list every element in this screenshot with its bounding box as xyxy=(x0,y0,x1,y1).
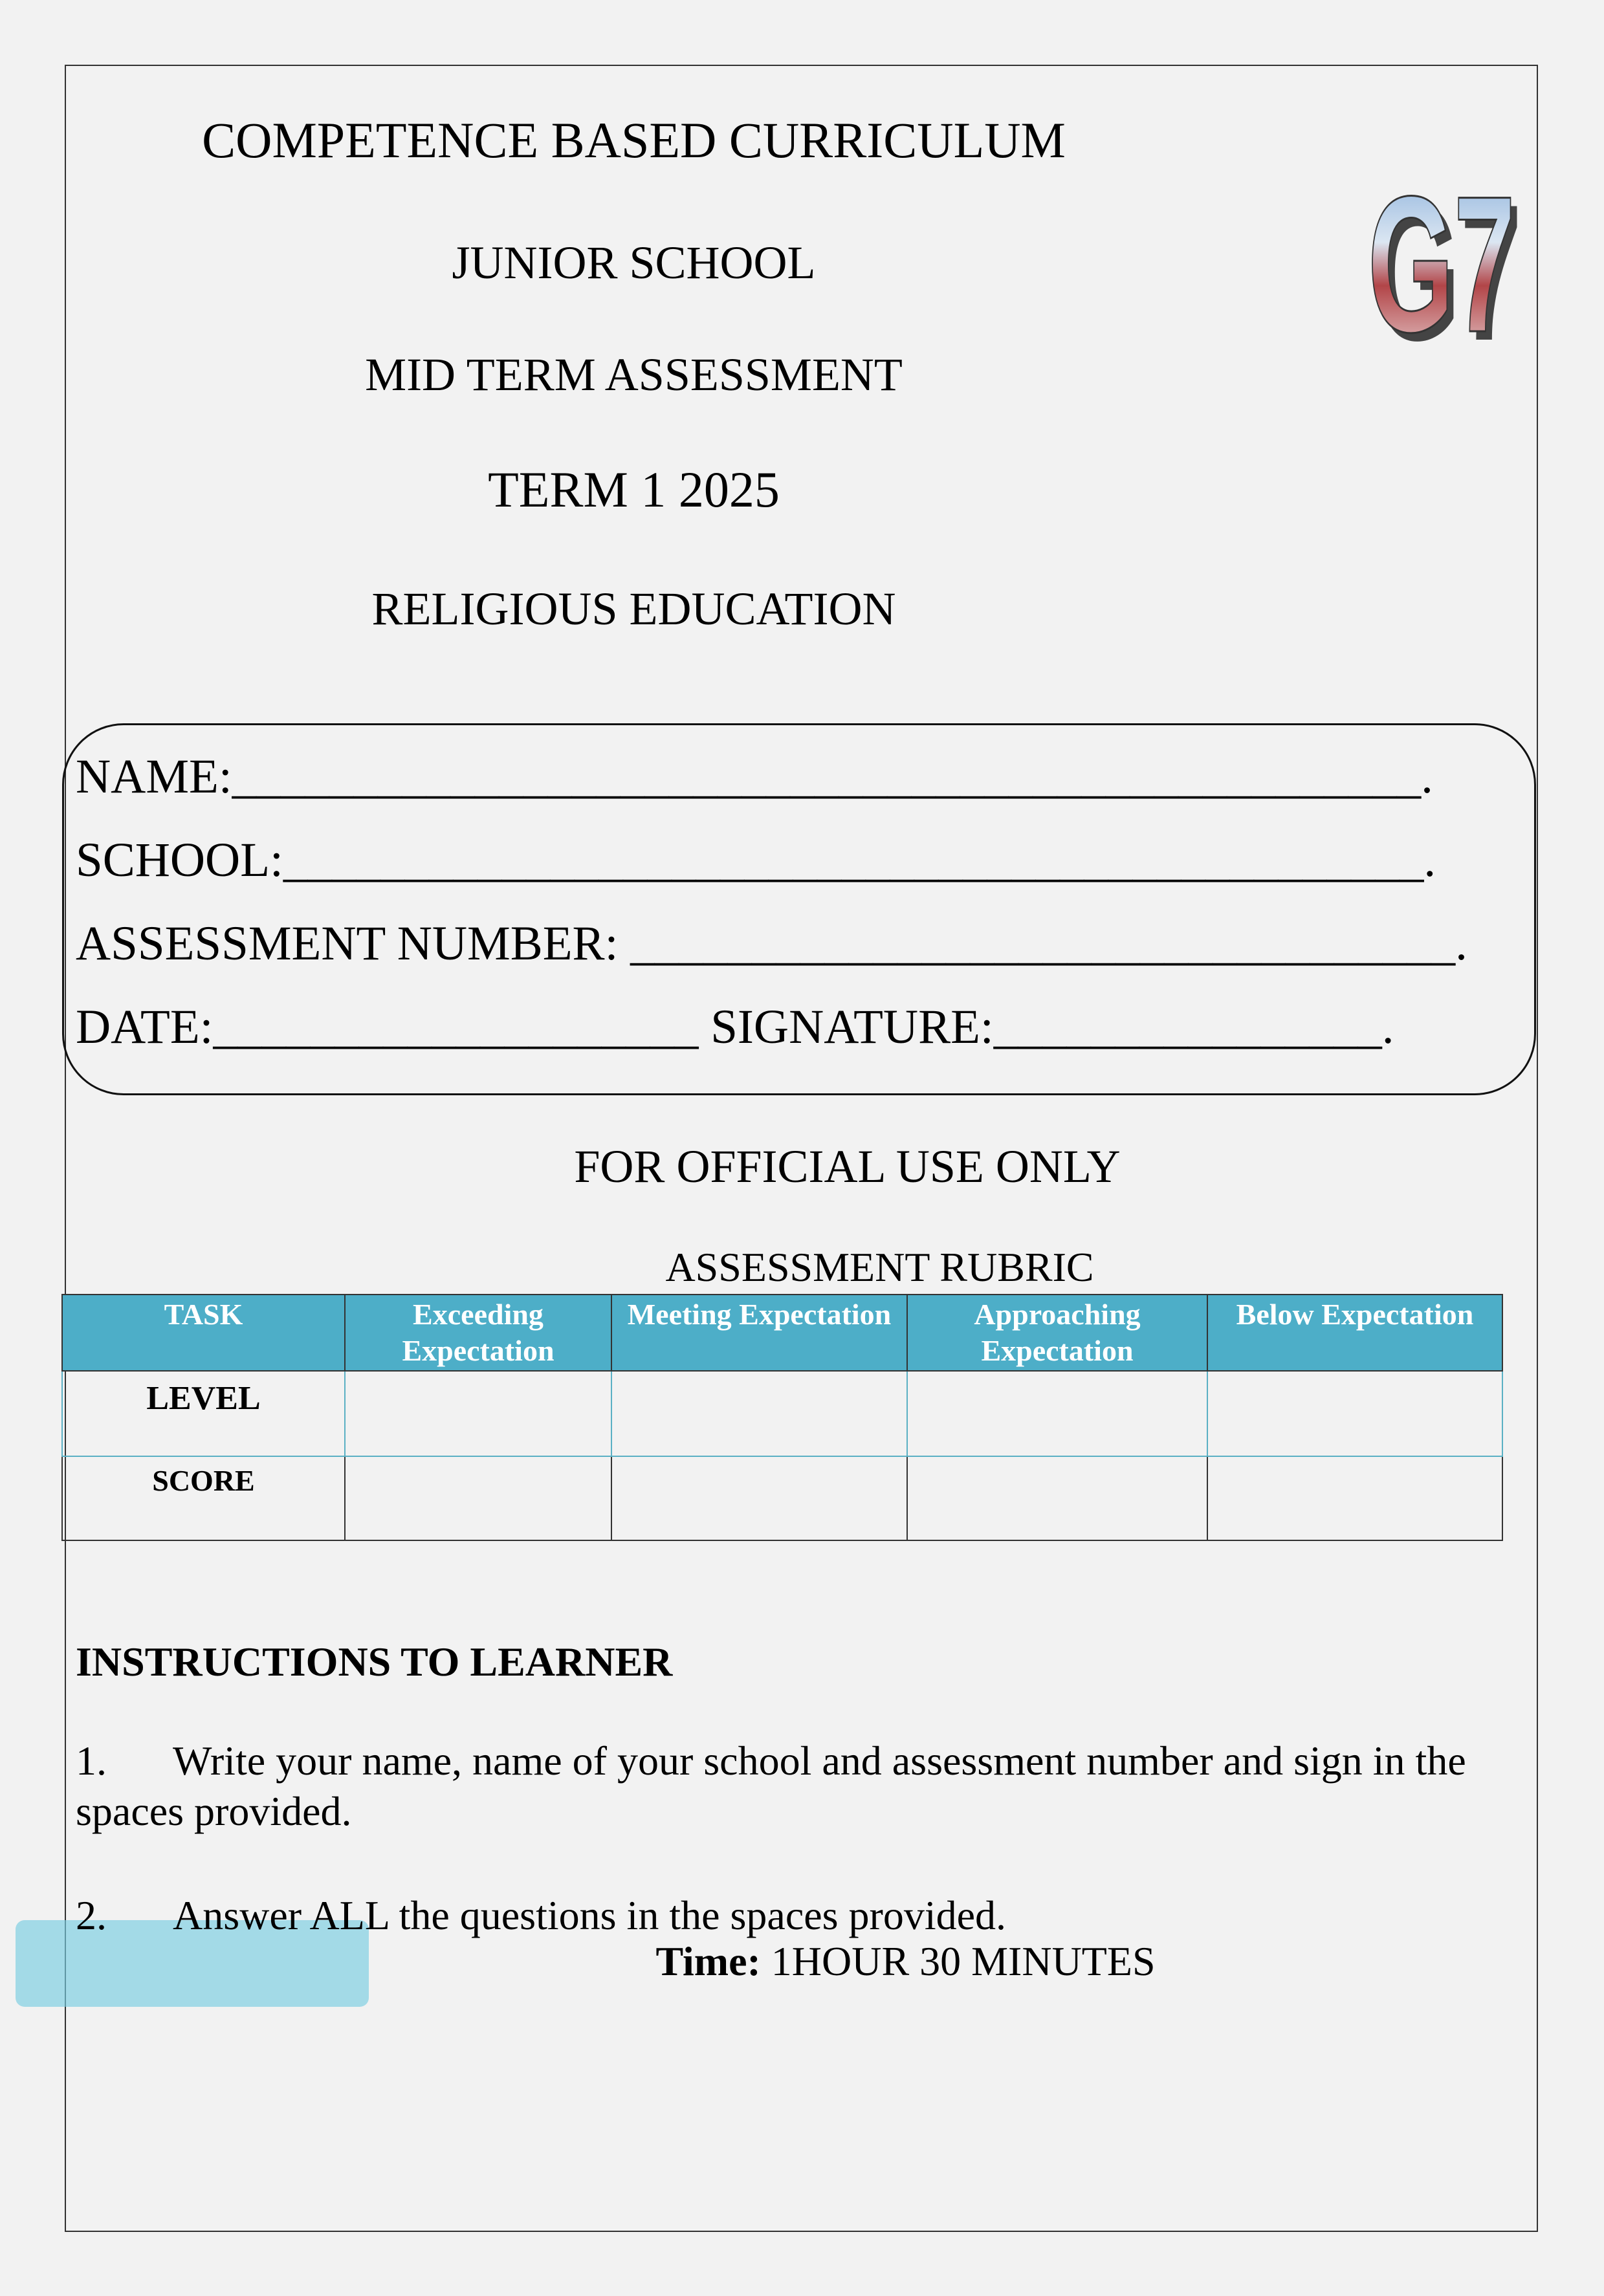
school-level: JUNIOR SCHOOL xyxy=(452,237,816,289)
time-allowed xyxy=(104,1938,1604,1985)
instruction-item xyxy=(76,1890,1486,1941)
rubric-header-meeting: Meeting Expectation xyxy=(611,1295,907,1371)
time-label: Time: xyxy=(655,1938,761,1984)
rubric-cell[interactable] xyxy=(1207,1371,1502,1456)
grade-logo-shadow: G7 xyxy=(1374,164,1522,356)
instruction-text: Answer ALL the questions in the spaces provided. xyxy=(173,1892,1007,1938)
rubric-header-exceeding: Exceeding Expectation xyxy=(345,1295,611,1371)
rubric-cell[interactable] xyxy=(907,1456,1207,1540)
assessment-title: MID TERM ASSESSMENT xyxy=(365,349,903,400)
term-title: TERM 1 2025 xyxy=(488,461,780,518)
official-use-heading: FOR OFFICIAL USE ONLY xyxy=(574,1141,1121,1192)
rubric-cell[interactable] xyxy=(611,1456,907,1540)
rubric-header-task: TASK xyxy=(62,1295,345,1371)
rubric-row-score xyxy=(62,1456,1502,1540)
rubric-cell[interactable] xyxy=(345,1456,611,1540)
rubric-cell[interactable] xyxy=(611,1371,907,1456)
rubric-cell[interactable] xyxy=(345,1371,611,1456)
rubric-title: ASSESSMENT RUBRIC xyxy=(665,1244,1094,1290)
grade-logo-text: G7 xyxy=(1368,155,1515,356)
rubric-row-level xyxy=(62,1371,1502,1456)
time-value: 1HOUR 30 MINUTES xyxy=(771,1938,1156,1984)
instruction-number: 1. xyxy=(76,1738,107,1784)
rubric-header-below: Below Expectation xyxy=(1207,1295,1502,1371)
rubric-row-label: SCORE xyxy=(62,1456,345,1540)
assessment-rubric-table xyxy=(61,1294,1503,1541)
instruction-number: 2. xyxy=(76,1892,107,1938)
instructions-heading: INSTRUCTIONS TO LEARNER xyxy=(76,1639,673,1685)
rubric-header-approaching: Approaching Expectation xyxy=(907,1295,1207,1371)
school-field[interactable]: SCHOOL:_______________________________________________. xyxy=(76,833,1436,887)
rubric-row-label: LEVEL xyxy=(62,1371,345,1456)
name-field[interactable]: NAME:_________________________________________________. xyxy=(76,750,1433,804)
rubric-cell[interactable] xyxy=(1207,1456,1502,1540)
curriculum-title: COMPETENCE BASED CURRICULUM xyxy=(202,112,1066,168)
rubric-cell[interactable] xyxy=(907,1371,1207,1456)
grade-logo xyxy=(1365,97,1533,356)
subject-title: RELIGIOUS EDUCATION xyxy=(371,583,896,635)
instruction-item xyxy=(76,1736,1486,1837)
date-signature-field[interactable]: DATE:____________________ SIGNATURE:________________. xyxy=(76,1000,1394,1054)
instruction-text: Write your name, name of your school and assessment number and sign in the spaces provided. xyxy=(76,1738,1466,1834)
assessment-number-field[interactable]: ASSESSMENT NUMBER: __________________________________. xyxy=(76,917,1467,970)
